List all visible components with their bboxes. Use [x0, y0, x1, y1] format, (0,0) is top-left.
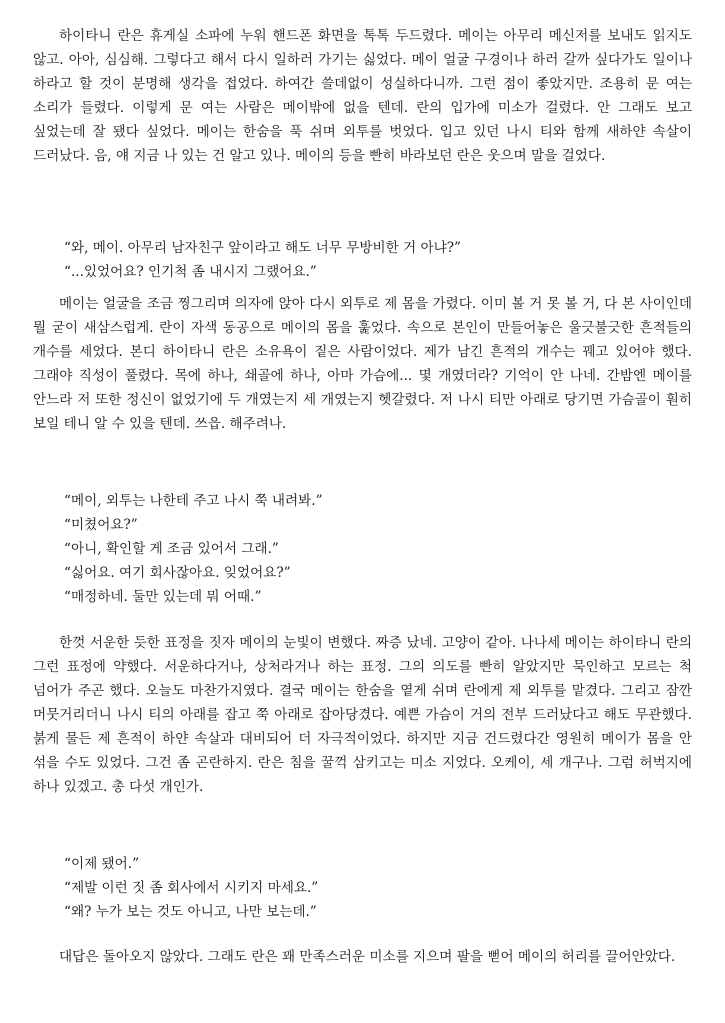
- dialogue-block-1: [64, 236, 684, 284]
- paragraph-3: 한껏 서운한 듯한 표정을 짓자 메이의 눈빛이 변했다. 짜증 났네. 고양이 같아. 나나세 메이는 하이타니 란의 그런 표정에 약했다. 서운하다거나, 상처라거나 하는 표정. 그의 의도를 빤히 알았지만 묵인하고 모르는 척 넘어가 주곤 했다. 오늘도 마찬가지였다. 결국 메이는 한숨을 옅게 쉬며 란에게 제 외투를 맡겼다. 그리고 잠깐 머뭇거리더니 나시 티의 아래를 잡고 쭉 아래로 잡아당겼다. 예쁜 가슴이 거의 전부 드러났다고 해도 무관했다. 붉게 물든 제 흔적이 하얀 속살과 대비되어 더 자극적이었다. 하지만 지금 건드렸다간 영원히 메이가 몸을 안 섞을 수도 있었다. 그건 좀 곤란하지. 란은 침을 꿀꺽 삼키고는 미소 지었다. 오케이, 세 개구나. 그럼 허벅지에 하나 있겠고. 총 다섯 개인가.: [33, 635, 692, 795]
- dialogue-line: “아니, 확인할 게 조금 있어서 그래.”: [64, 541, 279, 557]
- dialogue-line: “...있었어요? 인기척 좀 내시지 그랬어요.”: [64, 264, 317, 280]
- dialogue-line: “왜? 누가 보는 것도 아니고, 나만 보는데.”: [64, 904, 317, 920]
- dialogue-block-3: [64, 852, 684, 924]
- paragraph-1: 하이타니 란은 휴게실 소파에 누워 핸드폰 화면을 톡톡 두드렸다. 메이는 아무리 메신저를 보내도 읽지도 않고. 아아, 심심해. 그렇다고 해서 다시 일하러 가기는 싫었다. 메이 얼굴 구경이나 하러 갈까 싶다가도 일이나 하라고 할 것이 분명해 생각을 접었다. 하여간 쓸데없이 성실하다니까. 그런 점이 좋았지만. 조용히 문 여는 소리가 들렸다. 이렇게 문 여는 사람은 메이밖에 없을 텐데. 란의 입가에 미소가 걸렸다. 안 그래도 보고 싶었는데 잘 됐다 싶었다. 메이는 한숨을 푹 쉬며 외투를 벗었다. 입고 있던 나시 티와 함께 새하얀 속살이 드러났다. 음, 얘 지금 나 있는 건 알고 있나. 메이의 등을 빤히 바라보던 란은 웃으며 말을 걸었다.: [33, 28, 692, 164]
- dialogue-line: “싫어요. 여기 회사잖아요. 잊었어요?”: [64, 565, 291, 581]
- dialogue-line: “매정하네. 둘만 있는데 뭐 어때.”: [64, 589, 262, 605]
- dialogue-line: “와, 메이. 아무리 남자친구 앞이라고 해도 너무 무방비한 거 아냐?”: [64, 240, 462, 256]
- paragraph-2: 메이는 얼굴을 조금 찡그리며 의자에 앉아 다시 외투로 제 몸을 가렸다. 이미 볼 거 못 볼 거, 다 본 사이인데 뭘 굳이 새삼스럽게. 란이 자색 동공으로 메이의 몸을 훑었다. 속으로 본인이 만들어놓은 울긋불긋한 흔적들의 개수를 세었다. 본디 하이타니 란은 소유욕이 짙은 사람이었다. 제가 남긴 흔적의 개수는 꿰고 있어야 했다. 그래야 직성이 풀렸다. 목에 하나, 쇄골에 하나, 아마 가슴에... 몇 개였더라? 기억이 안 나네. 간밤엔 메이를 안느라 저 또한 정신이 없었기에 두 개였는지 세 개였는지 헷갈렸다. 저 나시 티만 아래로 당기면 가슴골이 훤히 보일 테니 알 수 있을 텐데. 쓰읍. 해주려나.: [33, 296, 692, 432]
- dialogue-line: “제발 이런 짓 좀 회사에서 시키지 마세요.”: [64, 880, 319, 896]
- paragraph-4: 대답은 돌아오지 않았다. 그래도 란은 꽤 만족스러운 미소를 지으며 팔을 뻗어 메이의 허리를 끌어안았다.: [59, 949, 676, 965]
- dialogue-line: “이제 됐어.”: [64, 856, 140, 872]
- dialogue-line: “미쳤어요?”: [64, 517, 138, 533]
- dialogue-line: “메이, 외투는 나한테 주고 나시 쭉 내려봐.”: [64, 493, 323, 509]
- dialogue-block-2: [64, 489, 684, 609]
